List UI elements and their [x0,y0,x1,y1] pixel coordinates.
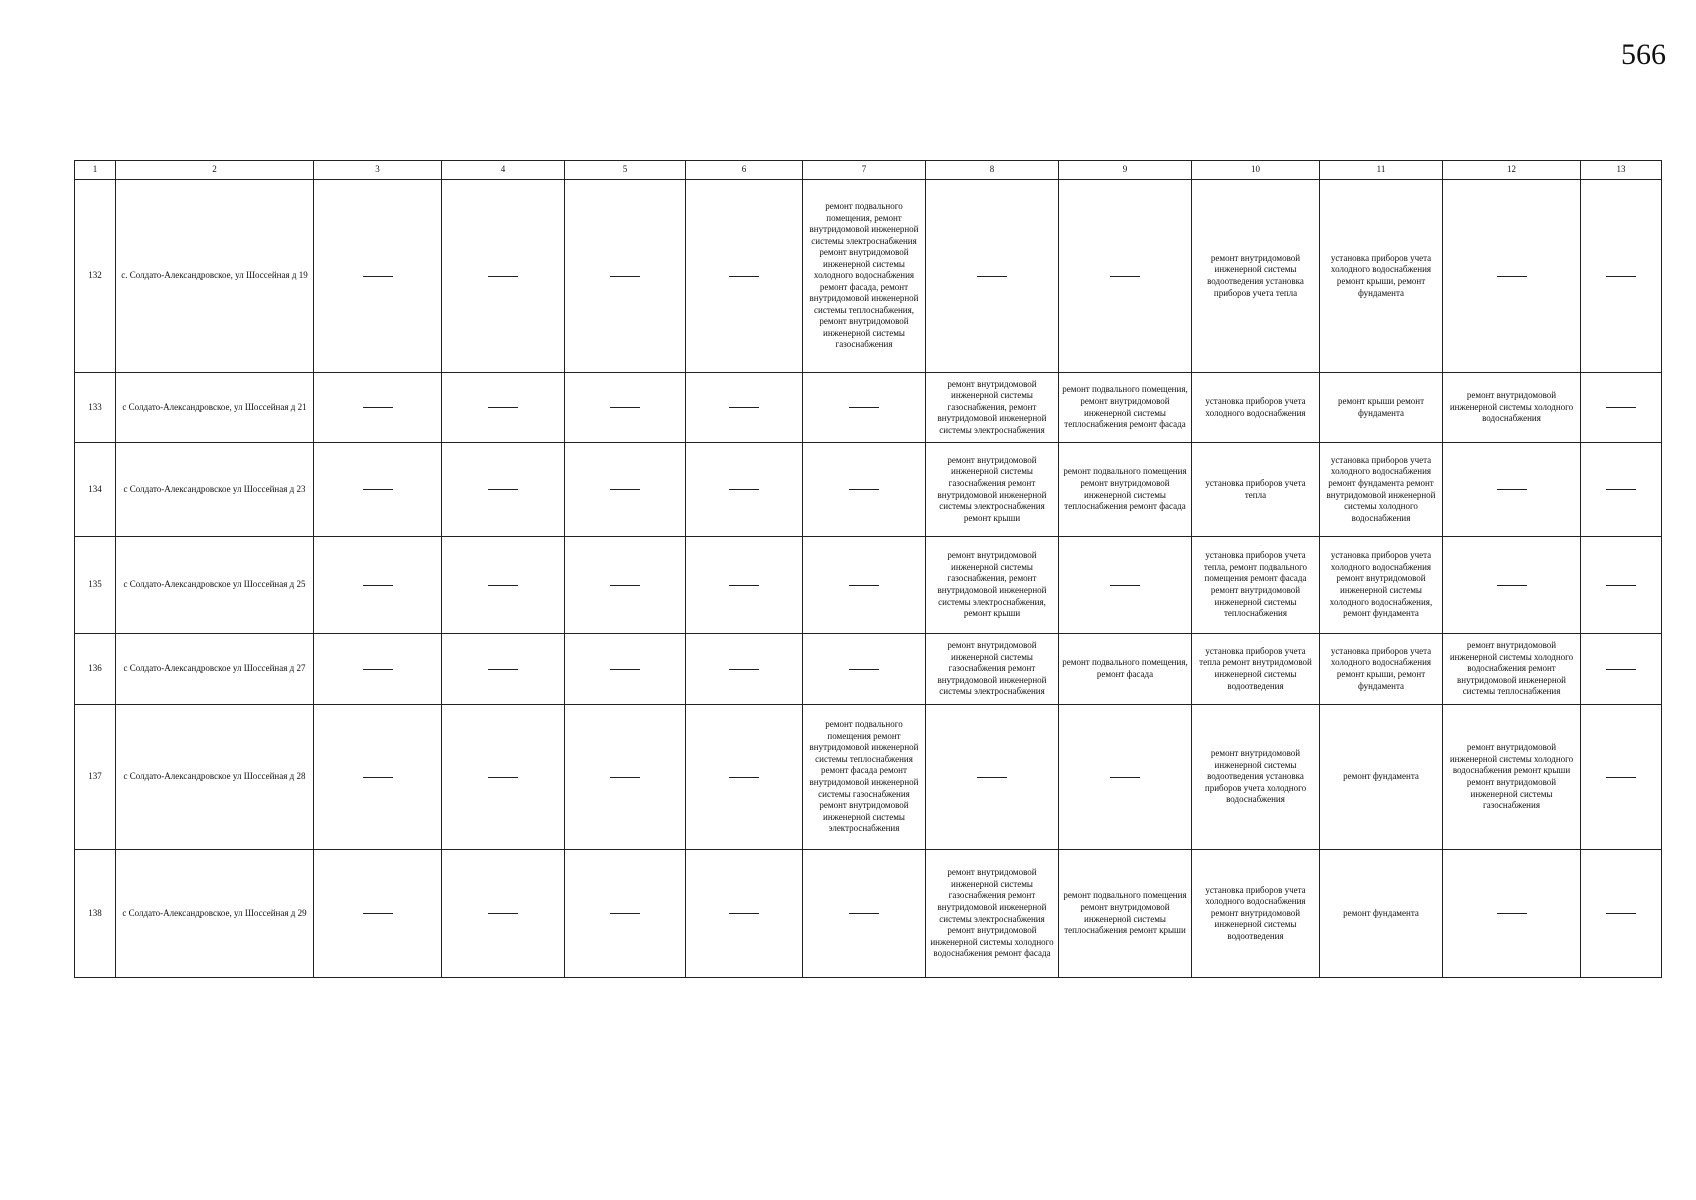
dash-mark [849,913,879,914]
empty-dash-cell [1443,537,1581,634]
empty-dash-cell [686,705,803,850]
dash-mark [610,669,640,670]
work-description-cell [1059,443,1192,537]
work-description-cell [1320,373,1443,443]
empty-dash-cell [1581,705,1662,850]
work-description-cell [803,705,926,850]
work-description-cell [803,180,926,373]
empty-dash-cell [686,634,803,705]
dash-mark [488,407,518,408]
empty-dash-cell [803,850,926,978]
work-description-cell [1320,443,1443,537]
empty-dash-cell [1059,537,1192,634]
work-description-cell [1443,634,1581,705]
empty-dash-cell [1581,443,1662,537]
address-cell: с Солдато-Александровское, ул Шоссейная д 29 [116,850,314,978]
row-number: 133 [75,373,116,443]
column-header-5: 5 [565,161,686,180]
empty-dash-cell [1581,180,1662,373]
column-header-3: 3 [314,161,442,180]
work-description-text: установка приборов учета холодного водоснабжения ремонт крыши, ремонт фундамента [1330,645,1432,691]
work-description-cell [926,537,1059,634]
dash-mark [1606,777,1636,778]
work-description-text: ремонт крыши ремонт фундамента [1337,395,1425,418]
work-description-text: установка приборов учета холодного водоснабжения [1205,395,1306,418]
empty-dash-cell [803,537,926,634]
empty-dash-cell [565,443,686,537]
empty-dash-cell [442,634,565,705]
work-description-cell [1320,850,1443,978]
address-cell: с Солдато-Александровское, ул Шоссейная д 21 [116,373,314,443]
dash-mark [488,276,518,277]
dash-mark [849,669,879,670]
empty-dash-cell [686,373,803,443]
dash-mark [610,777,640,778]
column-header-11: 11 [1320,161,1443,180]
work-description-text: ремонт внутридомовой инженерной системы газоснабжения ремонт внутридомовой инженерной системы электроснабжения ремонт крыши [937,454,1047,523]
dash-mark [488,913,518,914]
empty-dash-cell [442,850,565,978]
work-description-cell [1059,850,1192,978]
column-number-header [75,161,1662,180]
work-description-text: установка приборов учета тепла [1205,477,1306,500]
empty-dash-cell [442,180,565,373]
work-description-cell [1192,705,1320,850]
dash-mark [610,276,640,277]
empty-dash-cell [686,537,803,634]
address-cell: с. Солдато-Александровское, ул Шоссейная д 19 [116,180,314,373]
empty-dash-cell [686,443,803,537]
work-description-cell [1443,705,1581,850]
work-description-text: установка приборов учета тепла ремонт внутридомовой инженерной системы водоотведения [1199,645,1312,691]
address-cell: с Солдато-Александровское ул Шоссейная д 23 [116,443,314,537]
dash-mark [1497,276,1527,277]
row-number: 138 [75,850,116,978]
work-description-text: ремонт подвального помещения ремонт внутридомовой инженерной системы теплоснабжения ремонт фасада [1063,466,1187,512]
empty-dash-cell [686,850,803,978]
work-description-cell [1320,634,1443,705]
page-number: 566 [1621,38,1666,71]
dash-mark [1606,913,1636,914]
dash-mark [1110,777,1140,778]
dash-mark [610,913,640,914]
empty-dash-cell [442,705,565,850]
work-description-cell [1059,373,1192,443]
table-row [75,634,1662,705]
dash-mark [1606,276,1636,277]
address-cell: с Солдато-Александровское ул Шоссейная д 25 [116,537,314,634]
dash-mark [363,913,393,914]
work-description-text: ремонт внутридомовой инженерной системы холодного водоснабжения ремонт крыши ремонт внутридомовой инженерной системы газоснабжения [1449,742,1574,811]
dash-mark [363,489,393,490]
empty-dash-cell [803,443,926,537]
column-header-12: 12 [1443,161,1581,180]
dash-mark [363,669,393,670]
column-header-13: 13 [1581,161,1662,180]
empty-dash-cell [803,373,926,443]
table-row [75,850,1662,978]
column-header-1: 1 [75,161,116,180]
work-description-cell [1192,180,1320,373]
work-description-text: ремонт фундамента [1343,771,1419,782]
empty-dash-cell [1581,634,1662,705]
work-description-text: ремонт внутридомовой инженерной системы газоснабжения ремонт внутридомовой инженерной системы электроснабжения ремонт внутридомовой инженерной системы холодного водоснабжения ремонт фасада [930,867,1054,959]
dash-mark [849,407,879,408]
dash-mark [729,913,759,914]
work-description-cell [926,443,1059,537]
work-description-cell [1320,180,1443,373]
empty-dash-cell [314,537,442,634]
work-description-cell [1192,537,1320,634]
dash-mark [488,489,518,490]
work-description-cell [1192,443,1320,537]
dash-mark [363,585,393,586]
column-header-7: 7 [803,161,926,180]
dash-mark [729,585,759,586]
work-description-cell [1192,634,1320,705]
dash-mark [977,777,1007,778]
dash-mark [849,585,879,586]
dash-mark [729,489,759,490]
work-description-text: ремонт подвального помещения, ремонт внутридомовой инженерной системы электроснабжения ремонт внутридомовой инженерной системы холодного водоснабжения ремонт фасада, ремонт внутридомовой инженерной системы теплоснабжения, ремонт внутридомовой инженерной системы газоснабжения [809,201,919,350]
table-row [75,443,1662,537]
work-description-text: ремонт подвального помещения, ремонт внутридомовой инженерной системы теплоснабжения ремонт фасада [1062,384,1188,430]
empty-dash-cell [1443,443,1581,537]
work-description-text: ремонт подвального помещения ремонт внутридомовой инженерной системы теплоснабжения ремонт крыши [1063,890,1187,936]
work-description-text: ремонт фундамента [1343,907,1419,918]
empty-dash-cell [1059,180,1192,373]
empty-dash-cell [1443,850,1581,978]
work-description-cell [1320,705,1443,850]
empty-dash-cell [314,850,442,978]
empty-dash-cell [686,180,803,373]
work-description-text: ремонт подвального помещения, ремонт фасада [1062,657,1188,679]
empty-dash-cell [565,634,686,705]
work-description-text: ремонт внутридомовой инженерной системы холодного водоснабжения [1449,390,1574,424]
empty-dash-cell [442,443,565,537]
dash-mark [729,669,759,670]
work-description-cell [1320,537,1443,634]
row-number: 135 [75,537,116,634]
empty-dash-cell [1443,180,1581,373]
work-description-text: установка приборов учета холодного водоснабжения ремонт внутридомовой инженерной системы холодного водоснабжения, ремонт фундамента [1329,550,1433,619]
dash-mark [1110,585,1140,586]
dash-mark [1497,585,1527,586]
empty-dash-cell [1581,850,1662,978]
column-header-8: 8 [926,161,1059,180]
work-description-cell [1443,373,1581,443]
work-description-cell [1192,850,1320,978]
table-row [75,373,1662,443]
empty-dash-cell [442,537,565,634]
empty-dash-cell [565,373,686,443]
work-description-cell [926,850,1059,978]
work-description-text: установка приборов учета холодного водоснабжения ремонт внутридомовой инженерной системы водоотведения [1205,884,1306,941]
dash-mark [977,276,1007,277]
dash-mark [729,276,759,277]
dash-mark [1606,669,1636,670]
empty-dash-cell [314,443,442,537]
column-header-4: 4 [442,161,565,180]
empty-dash-cell [565,180,686,373]
work-description-text: ремонт внутридомовой инженерной системы водоотведения установка приборов учета холодного водоснабжения [1204,748,1307,805]
work-description-cell [926,634,1059,705]
work-description-cell [926,373,1059,443]
empty-dash-cell [1581,537,1662,634]
dash-mark [1497,489,1527,490]
work-description-cell [1059,634,1192,705]
table-row [75,537,1662,634]
column-header-10: 10 [1192,161,1320,180]
address-cell: с Солдато-Александровское ул Шоссейная д 28 [116,705,314,850]
work-description-text: ремонт внутридомовой инженерной системы холодного водоснабжения ремонт внутридомовой инженерной системы теплоснабжения [1449,640,1574,697]
table-row [75,180,1662,373]
empty-dash-cell [803,634,926,705]
dash-mark [729,407,759,408]
work-description-cell [1192,373,1320,443]
work-description-text: ремонт внутридомовой инженерной системы газоснабжения ремонт внутридомовой инженерной системы электроснабжения [937,640,1047,697]
dash-mark [488,669,518,670]
row-number: 137 [75,705,116,850]
row-number: 136 [75,634,116,705]
dash-mark [849,489,879,490]
dash-mark [610,407,640,408]
address-cell: с Солдато-Александровское ул Шоссейная д 27 [116,634,314,705]
dash-mark [1497,913,1527,914]
dash-mark [363,407,393,408]
work-description-text: установка приборов учета холодного водоснабжения ремонт крыши, ремонт фундамента [1330,252,1432,298]
row-number: 134 [75,443,116,537]
empty-dash-cell [565,537,686,634]
empty-dash-cell [1581,373,1662,443]
empty-dash-cell [926,180,1059,373]
dash-mark [1606,585,1636,586]
dash-mark [610,489,640,490]
empty-dash-cell [314,180,442,373]
dash-mark [610,585,640,586]
work-description-text: ремонт внутридомовой инженерной системы газоснабжения, ремонт внутридомовой инженерной системы электроснабжения [937,378,1047,435]
empty-dash-cell [314,373,442,443]
row-number: 132 [75,180,116,373]
table-body [75,180,1662,978]
dash-mark [363,276,393,277]
work-description-text: ремонт подвального помещения ремонт внутридомовой инженерной системы теплоснабжения ремонт фасада ремонт внутридомовой инженерной системы газоснабжения ремонт внутридомовой инженерной системы электроснабжения [809,719,919,834]
work-description-text: ремонт внутридомовой инженерной системы водоотведения установка приборов учета тепла [1207,252,1304,298]
work-description-text: установка приборов учета тепла, ремонт подвального помещения ремонт фасада ремонт внутридомовой инженерной системы теплоснабжения [1203,550,1308,619]
empty-dash-cell [565,705,686,850]
empty-dash-cell [926,705,1059,850]
empty-dash-cell [314,634,442,705]
dash-mark [488,777,518,778]
table-row [75,705,1662,850]
dash-mark [488,585,518,586]
dash-mark [1606,489,1636,490]
empty-dash-cell [1059,705,1192,850]
work-description-text: установка приборов учета холодного водоснабжения ремонт фундамента ремонт внутридомовой инженерной системы холодного водоснабжения [1326,454,1436,523]
dash-mark [1110,276,1140,277]
empty-dash-cell [565,850,686,978]
dash-mark [363,777,393,778]
dash-mark [1606,407,1636,408]
column-header-2: 2 [116,161,314,180]
column-header-6: 6 [686,161,803,180]
empty-dash-cell [442,373,565,443]
repair-schedule-table [74,160,1662,978]
dash-mark [729,777,759,778]
work-description-text: ремонт внутридомовой инженерной системы газоснабжения, ремонт внутридомовой инженерной системы электроснабжения, ремонт крыши [937,550,1047,619]
empty-dash-cell [314,705,442,850]
column-header-9: 9 [1059,161,1192,180]
